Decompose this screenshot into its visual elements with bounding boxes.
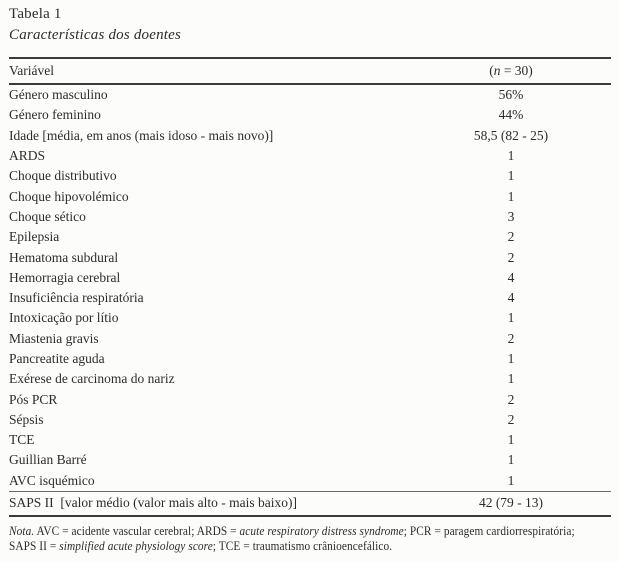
table-row (9, 126, 611, 146)
table-row (9, 166, 611, 186)
row-value: 2 (507, 330, 515, 346)
table-summary-row (9, 492, 611, 515)
row-value: 3 (507, 208, 515, 224)
row-value: 2 (507, 229, 515, 245)
row-value: 1 (507, 351, 515, 366)
row-label: Miastenia gravis (9, 330, 99, 346)
table-body (9, 85, 611, 491)
row-value: 4 (507, 290, 515, 306)
row-value: 2 (507, 249, 515, 265)
row-label: ARDS (9, 148, 46, 164)
table-row (9, 389, 611, 409)
row-value: 1 (507, 168, 515, 184)
row-label: Guillian Barré (9, 452, 87, 468)
table-row (9, 247, 611, 267)
table-row (9, 471, 611, 491)
row-label: Choque sético (9, 208, 86, 224)
row-label: Insuficiência respiratória (9, 290, 144, 306)
table-row (9, 207, 611, 227)
table-row (9, 308, 611, 328)
header-n-label (411, 63, 611, 79)
table-row (9, 450, 611, 470)
row-value: 1 (507, 371, 515, 387)
row-value: 56% (498, 87, 524, 103)
row-label: Género feminino (9, 107, 101, 123)
row-value: 1 (507, 148, 515, 164)
row-label: Género masculino (9, 87, 108, 103)
header-variable-label: Variável (9, 63, 54, 78)
row-label: Epilepsia (9, 229, 60, 245)
note-italic-term: acute respiratory distress syndrome (239, 522, 404, 538)
row-value: 4 (507, 269, 515, 285)
table-note-line-2 (9, 538, 533, 553)
table-note-line-1 (9, 522, 575, 538)
table-row (9, 105, 611, 125)
table-note (9, 523, 611, 553)
row-label: Pancreatite aguda (9, 351, 105, 366)
row-label: Exérese de carcinoma do nariz (9, 371, 175, 387)
table-row (9, 85, 611, 105)
summary-row-label: SAPS II [valor médio (valor mais alto - mais baixo)] (9, 495, 297, 511)
row-label: TCE (9, 432, 35, 448)
table-caption-title: Características dos doentes (9, 27, 182, 43)
row-value: 1 (507, 452, 515, 468)
table-row (9, 410, 611, 430)
header-n-rest: = 30) (500, 63, 533, 78)
row-label: AVC isquémico (9, 472, 95, 488)
table-row (9, 430, 611, 450)
row-value: 58,5 (82 - 25) (473, 127, 549, 143)
row-value: 1 (507, 432, 515, 448)
table-row (9, 227, 611, 247)
table-row (9, 146, 611, 166)
row-value: 2 (507, 391, 515, 407)
row-label: Sépsis (9, 411, 44, 427)
table-row (9, 369, 611, 389)
note-italic-term: simplified acute physiology score (59, 537, 213, 553)
row-value: 1 (507, 310, 515, 326)
note-text: ; TCE = traumatismo crânioencefálico. (212, 537, 393, 553)
table-row (9, 329, 611, 349)
row-label: Choque distributivo (9, 168, 117, 184)
header-n-open: ( (489, 63, 494, 78)
row-label: Hematoma subdural (9, 249, 119, 265)
row-value: 1 (507, 472, 515, 488)
table-caption-number: Tabela 1 (9, 6, 62, 22)
note-label: Nota. (9, 522, 35, 538)
note-text: AVC = acidente vascular cerebral; ARDS = (34, 522, 240, 538)
row-label: Idade [média, em anos (mais idoso - mais novo)] (9, 127, 274, 143)
table-row (9, 268, 611, 288)
table-row (9, 186, 611, 206)
row-value: 2 (507, 411, 515, 427)
table-row (9, 349, 611, 369)
table-header-row (9, 59, 611, 83)
table-row (9, 288, 611, 308)
row-label: Intoxicação por lítio (9, 310, 119, 326)
row-value: 1 (507, 188, 515, 204)
row-value: 44% (498, 107, 524, 123)
row-label: Choque hipovolémico (9, 188, 129, 204)
summary-row-value: 42 (79 - 13) (478, 495, 544, 511)
header-n-symbol: n (493, 63, 501, 78)
note-text: ; PCR = paragem cardiorrespiratória; (403, 522, 575, 538)
row-label: Pós PCR (9, 391, 58, 407)
table-bottom-rule (9, 515, 611, 517)
note-text: SAPS II = (9, 537, 60, 553)
row-label: Hemorragia cerebral (9, 269, 121, 285)
